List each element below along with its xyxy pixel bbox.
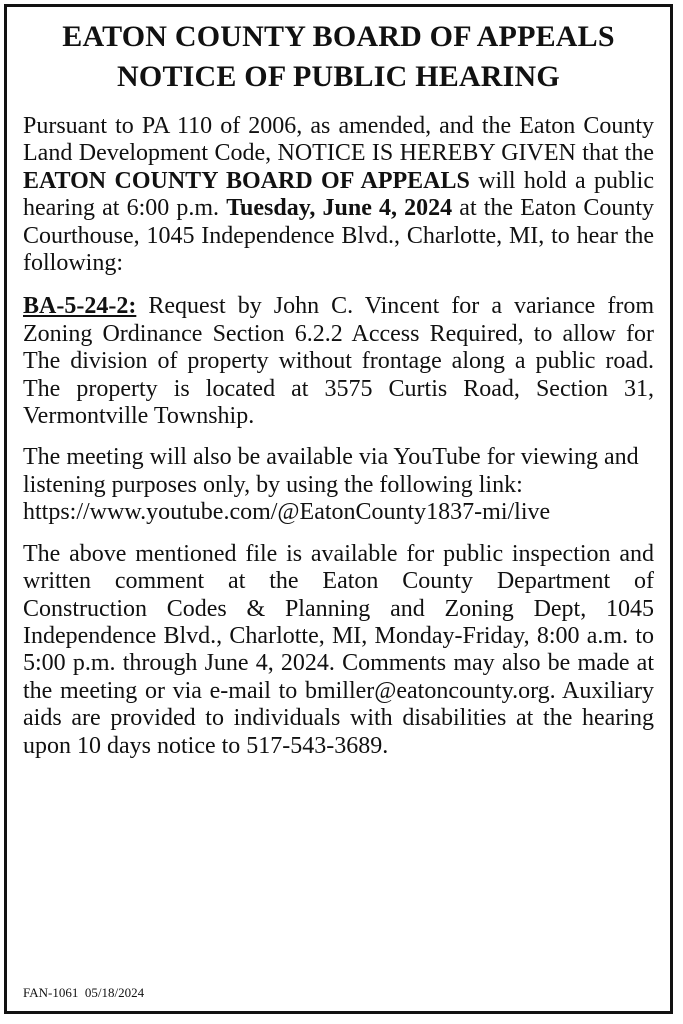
public-notice xyxy=(4,4,673,1014)
case-id: BA-5-24-2: xyxy=(23,293,137,320)
intro-text-1: Pursuant to PA 110 of 2006, as amended, and the Eaton County Land Development Code, NOTICE IS HEREBY GIVEN that the xyxy=(23,113,654,167)
inspection-paragraph: The above mentioned file is available for public inspection and written comment at the Eaton County Department of Construction Codes & Planning and Zoning Dept, 1045 Independence Blvd., Charlotte, MI, Monday-Friday, 8:00 a.m. to 5:00 p.m. through June 4, 2024. Comments may also be made at the meeting or via e-mail to bmiller@eatoncounty.org. Auxiliary aids are provided to individuals with disabilities at the hearing upon 10 days notice to 517-543-3689. xyxy=(23,540,654,759)
case-text: Request by John C. Vincent for a variance from Zoning Ordinance Section 6.2.2 Access Required, to allow for The division of property without frontage along a public road. The property is located at 3575 Curtis Road, Section 31, Vermontville Township. xyxy=(23,293,654,430)
hearing-date: Tuesday, June 4, 2024 xyxy=(226,195,453,222)
youtube-paragraph: The meeting will also be available via YouTube for viewing and listening purposes only, by using the following link: https://www.youtube.com/@EatonCounty1837-mi/live xyxy=(23,444,639,526)
intro-text-2: will hold a public hearing at 6:00 p.m. xyxy=(23,167,654,222)
board-name: EATON COUNTY BOARD OF APPEALS xyxy=(23,167,470,194)
notice-title-line1: EATON COUNTY BOARD OF APPEALS xyxy=(62,20,615,53)
intro-text-3: at the Eaton County Courthouse, 1045 Independence Blvd., Charlotte, MI, to hear the following: xyxy=(23,195,655,277)
notice-footer-code: FAN-1061 05/18/2024 xyxy=(23,985,145,1000)
intro-paragraph xyxy=(23,113,654,277)
case-paragraph xyxy=(23,293,654,430)
notice-title-line2: NOTICE OF PUBLIC HEARING xyxy=(117,60,560,93)
